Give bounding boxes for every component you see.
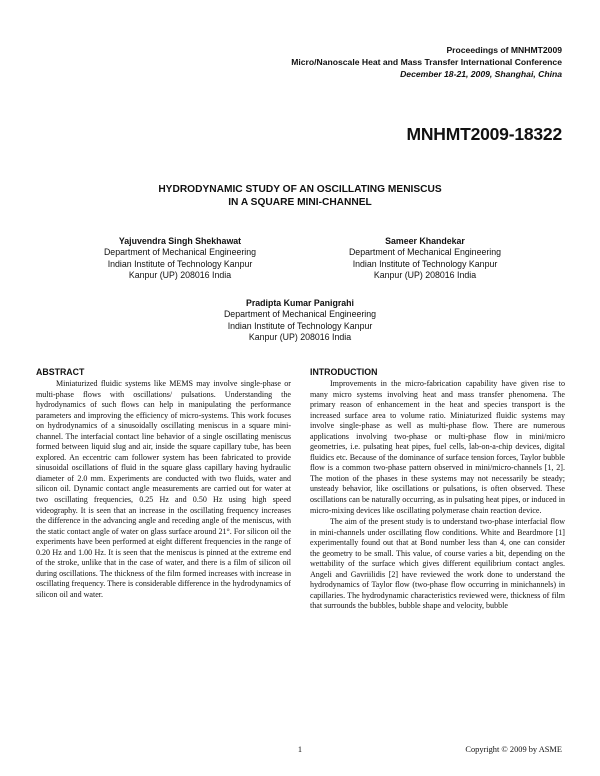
abstract-heading: ABSTRACT — [36, 367, 85, 377]
author-address: Kanpur (UP) 208016 India — [128, 270, 232, 281]
introduction-paragraph-2: The aim of the present study is to understand two-phase interfacial flow in mini-channels under oscillating flow conditions. White and Beardmore [1] experimentally found out that at Bond number less than 4, one can consider the geometry to be small. This value, of course varies a bit, depending on the wettability of the surface which gives different equilibrium contact angles. Angeli and Gavriilidis [2] have reviewed the work done to understand the hydrodynamics of Taylor flow (two-phase flow occurring in minichannels) in capillaries. The hydrodynamic characteristics reviewed were, thickness of film that surrounds the bubbles, bubble shape and velocity, bubble — [310, 517, 565, 611]
introduction-heading: INTRODUCTION — [310, 367, 378, 377]
paper-title-line-1: HYDRODYNAMIC STUDY OF AN OSCILLATING MENISCUS — [158, 184, 442, 195]
author-name: Pradipta Kumar Panigrahi — [245, 298, 355, 308]
author-name: Sameer Khandekar — [385, 236, 465, 246]
proceedings-title: Proceedings of MNHMT2009 — [446, 45, 562, 55]
author-institute: Indian Institute of Technology Kanpur — [227, 320, 373, 331]
copyright-notice: Copyright © 2009 by ASME — [465, 745, 562, 754]
author-institute: Indian Institute of Technology Kanpur — [352, 258, 498, 269]
author-department: Department of Mechanical Engineering — [223, 309, 377, 320]
abstract-column — [36, 367, 291, 600]
author-block-3 — [180, 298, 420, 344]
paper-title — [0, 183, 600, 209]
author-department: Department of Mechanical Engineering — [348, 247, 502, 258]
abstract-text: Miniaturized fluidic systems like MEMS may involve single-phase or multi-phase flows with oscillations/ pulsations. Understanding the hydrodynamics of such flows can help in manipulating the performance parameters and improving the efficiency of micro-systems. This work focuses on hydrodynamics of a sinusoidally oscillating meniscus in a square mini-channel. The interfacial contact line behavior of a single oscillating meniscus formed between liquid slug and air, inside the square capillary tube, has been explored. An eccentric cam follower system has been fabricated to provide sinusoidal oscillations of fluid in the square glass capillary having hydraulic diameter of 2.0 mm. Experiments are conducted with two fluids, water and silicon oil. Dynamic contact angle measurements are carried out for water at two oscillating frequencies, 0.25 Hz and 0.50 Hz using high speed videography. It is seen that an increase in the oscillating frequency increases the difference in the advancing angle and receding angle of the meniscus, with the static contact angle of water on glass surface around 21°. For silicon oil the experiments have been performed at eight different frequencies in the range of 0.20 Hz and 1.00 Hz. It is seen that the meniscus is pinned at the extreme end of the stroke, unlike that in the case of water, and there is a film of silicon oil during oscillations. The thickness of the film formed increases with increase in oscillating frequency. There is considerable difference in the hydrodynamics of silicon oil and water. — [36, 379, 291, 599]
page-number: 1 — [297, 745, 303, 754]
paper-title-line-2: IN A SQUARE MINI-CHANNEL — [228, 197, 372, 208]
author-department: Department of Mechanical Engineering — [103, 247, 257, 258]
author-block-2 — [305, 236, 545, 282]
introduction-paragraph-1: Improvements in the micro-fabrication capability have given rise to many micro systems involving heat and mass transfer phenomena. The primary reason of enhancement in the heat and species transport is the increased surface area to volume ratio. Miniaturized fluidic systems may involve single-phase as well as multi-phase flow. There are numerous applications involving two-phase or multi-phase flow in mini/micro geometries, i.e. pulsating heat pipes, fuel cells, lab-on-a-chip devices, digital fluidics etc. Because of the dominance of surface tension forces, Taylor bubble flow is a common two-phase pattern observed in mini/micro-channels [1, 2]. The motion of the phases in these systems may not necessarily be steady; unsteady behavior, like oscillations or pulsations, is often observed. These oscillations can be naturally occurring, as in pulsating heat pipes, or induced in micro-mixing devices like oscillating polymerase chain reaction device. — [310, 379, 565, 515]
proceedings-header — [291, 44, 562, 80]
author-address: Kanpur (UP) 208016 India — [248, 332, 352, 343]
paper-id: MNHMT2009-18322 — [406, 124, 562, 144]
conference-name: Micro/Nanoscale Heat and Mass Transfer International Conference — [291, 57, 562, 67]
author-institute: Indian Institute of Technology Kanpur — [107, 258, 253, 269]
author-address: Kanpur (UP) 208016 India — [373, 270, 477, 281]
introduction-column — [310, 367, 565, 612]
author-block-1 — [70, 236, 290, 282]
author-name: Yajuvendra Singh Shekhawat — [118, 236, 242, 246]
conference-dates-location: December 18-21, 2009, Shanghai, China — [400, 69, 562, 79]
